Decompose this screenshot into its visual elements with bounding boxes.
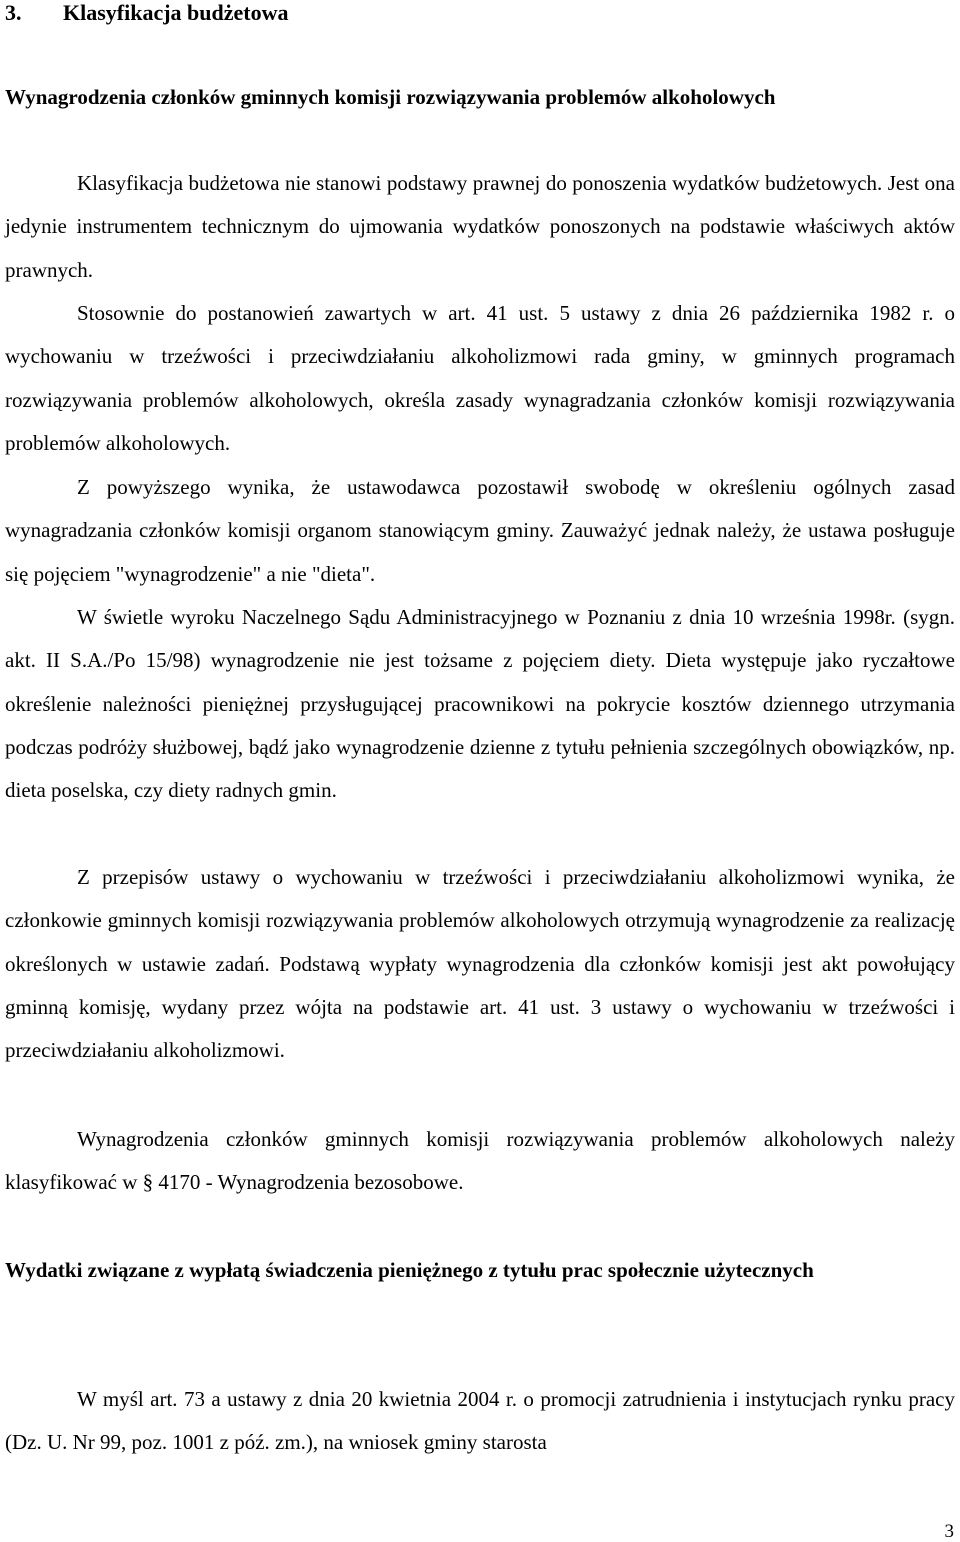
paragraph-6: Wynagrodzenia członków gminnych komisji rozwiązywania problemów alkoholowych należy klasyfikować w § 4170 - Wynagrodzenia bezosobowe. <box>5 1127 955 1195</box>
paragraph-4: W świetle wyroku Naczelnego Sądu Administracyjnego w Poznaniu z dnia 10 września 1998r. (sygn. akt. II S.A./Po 15/98) wynagrodzenie nie jest tożsame z pojęciem diety. Dieta występuje jako ryczałtowe określenie należności pieniężnej przysługującej pracownikowi na pokrycie kosztów dziennego utrzymania podczas podróży służbowej, bądź jako wynagrodzenie dzienne z tytułu pełnienia szczególnych obowiązków, np. dieta poselska, czy diety radnych gmin. <box>5 605 955 803</box>
paragraph-5: Z przepisów ustawy o wychowaniu w trzeźwości i przeciwdziałaniu alkoholizmowi wynika, że członkowie gminnych komisji rozwiązywania problemów alkoholowych otrzymują wynagrodzenie za realizację określonych w ustawie zadań. Podstawą wypłaty wynagrodzenia dla członków komisji jest akt powołujący gminną komisję, wydany przez wójta na podstawie art. 41 ust. 3 ustawy o wychowaniu w trzeźwości i przeciwdziałaniu alkoholizmowi. <box>5 865 955 1063</box>
subheading-social-work-expenses: Wydatki związane z wypłatą świadczenia pieniężnego z tytułu prac społecznie użytecznych <box>5 1258 814 1282</box>
paragraph-7: W myśl art. 73 a ustawy z dnia 20 kwietnia 2004 r. o promocji zatrudnienia i instytucjach rynku pracy (Dz. U. Nr 99, poz. 1001 z póź. zm.), na wniosek gminy starosta <box>5 1387 955 1455</box>
section-heading <box>5 0 289 26</box>
paragraph-1: Klasyfikacja budżetowa nie stanowi podstawy prawnej do ponoszenia wydatków budżetowych. Jest ona jedynie instrumentem technicznym do ujmowania wydatków ponoszonych na podstawie właściwych aktów prawnych. <box>5 171 955 282</box>
page-number: 3 <box>944 1521 954 1542</box>
section-title: Klasyfikacja budżetowa <box>63 0 289 25</box>
paragraph-2: Stosownie do postanowień zawartych w art. 41 ust. 5 ustawy z dnia 26 października 1982 r. o wychowaniu w trzeźwości i przeciwdziałaniu alkoholizmowi rada gminy, w gminnych programach rozwiązywania problemów alkoholowych, określa zasady wynagradzania członków komisji rozwiązywania problemów alkoholowych. <box>5 301 955 455</box>
section-number: 3. <box>5 0 22 25</box>
paragraph-3: Z powyższego wynika, że ustawodawca pozostawił swobodę w określeniu ogólnych zasad wynagradzania członków komisji organom stanowiącym gminy. Zauważyć jednak należy, że ustawa posługuje się pojęciem "wynagrodzenie" a nie "dieta". <box>5 475 955 586</box>
subheading-commission-wages: Wynagrodzenia członków gminnych komisji rozwiązywania problemów alkoholowych <box>5 85 776 109</box>
